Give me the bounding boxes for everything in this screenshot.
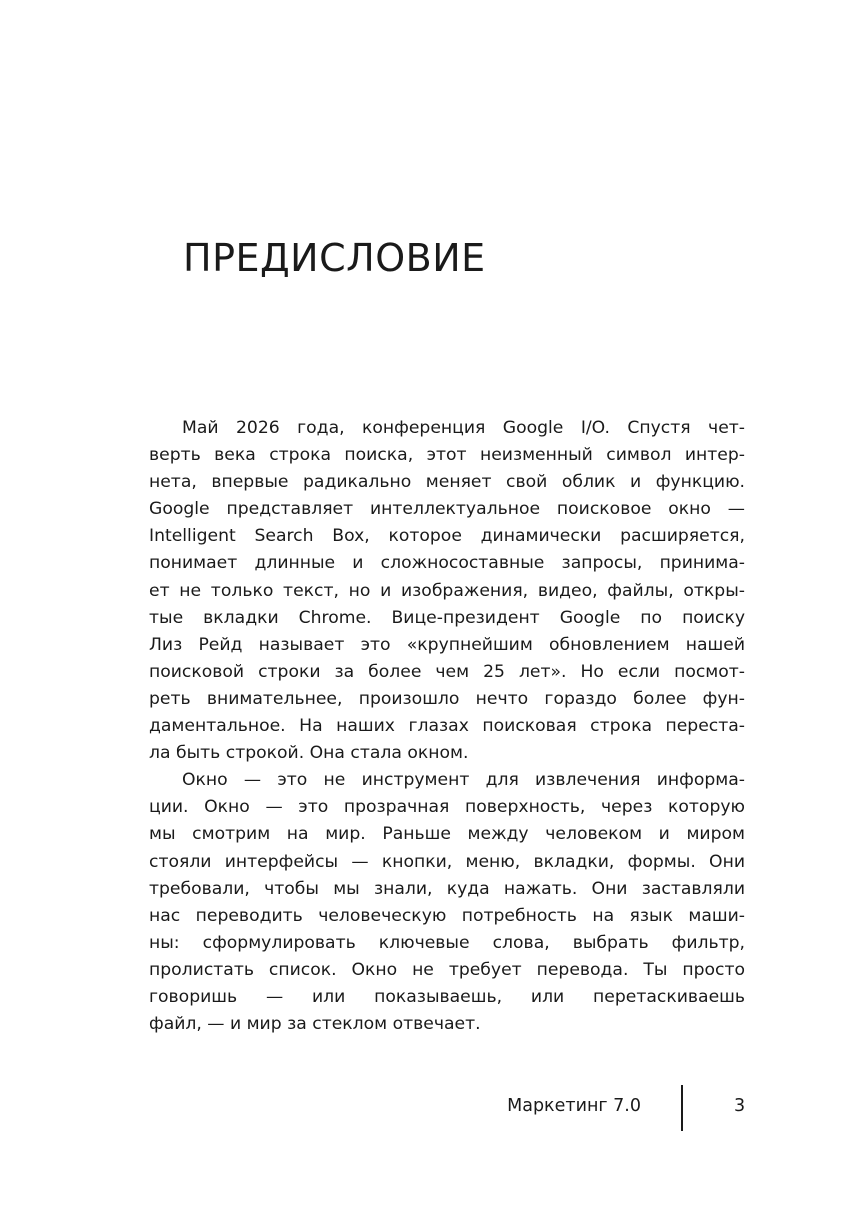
text-line: мы смотрим на мир. Раньше между человеком и миром [149,824,745,845]
text-line: требовали, чтобы мы знали, куда нажать. Они заставляли [149,878,745,899]
body-text [149,415,745,1038]
text-line: Google представляет интеллектуальное поисковое окно — [149,499,745,520]
text-line: нета, впервые радикально меняет свой облик и функцию. [149,472,745,493]
text-line: пролистать список. Окно не требует перевода. Ты просто [149,959,745,980]
text-line: ла быть строкой. Она стала окном. [149,743,469,764]
paragraph-2 [149,767,745,1038]
chapter-title: ПРЕДИСЛОВИЕ [183,236,486,280]
text-line: ны: сформулировать ключевые слова, выбрать фильтр, [149,932,745,953]
text-line: говоришь — или показываешь, или перетаскиваешь [149,986,745,1007]
text-line: нас переводить человеческую потребность на язык маши- [149,905,745,926]
text-line: поисковой строки за более чем 25 лет». Но если посмот- [149,661,745,682]
page-footer [0,1085,856,1131]
text-line: Лиз Рейд называет это «крупнейшим обновлением нашей [149,634,745,655]
text-line: реть внимательнее, произошло нечто гораздо более фун- [149,688,745,709]
text-line: ет не только текст, но и изображения, видео, файлы, откры- [149,580,745,601]
text-line: ции. Окно — это прозрачная поверхность, через которую [149,797,745,818]
text-line: Май 2026 года, конференция Google I/O. Спустя чет- [182,418,745,438]
text-line: Окно — это не инструмент для извлечения информа- [182,770,745,791]
text-line: Intelligent Search Box, которое динамически расширяется, [149,526,745,547]
text-line: тые вкладки Chrome. Вице-президент Google по поиску [149,607,745,628]
text-line: файл, — и мир за стеклом отвечает. [149,1014,481,1035]
running-footer-book-title: Маркетинг 7.0 [507,1096,641,1116]
text-line: понимает длинные и сложносоставные запросы, принима- [149,553,745,574]
text-line: стояли интерфейсы — кнопки, меню, вкладки, формы. Они [149,851,745,872]
footer-divider [681,1085,683,1131]
text-line: верть века строка поиска, этот неизменный символ интер- [149,445,745,466]
page-number: 3 [734,1096,746,1116]
text-line: даментальное. На наших глазах поисковая строка переста- [149,716,745,737]
paragraph-1 [149,415,745,767]
